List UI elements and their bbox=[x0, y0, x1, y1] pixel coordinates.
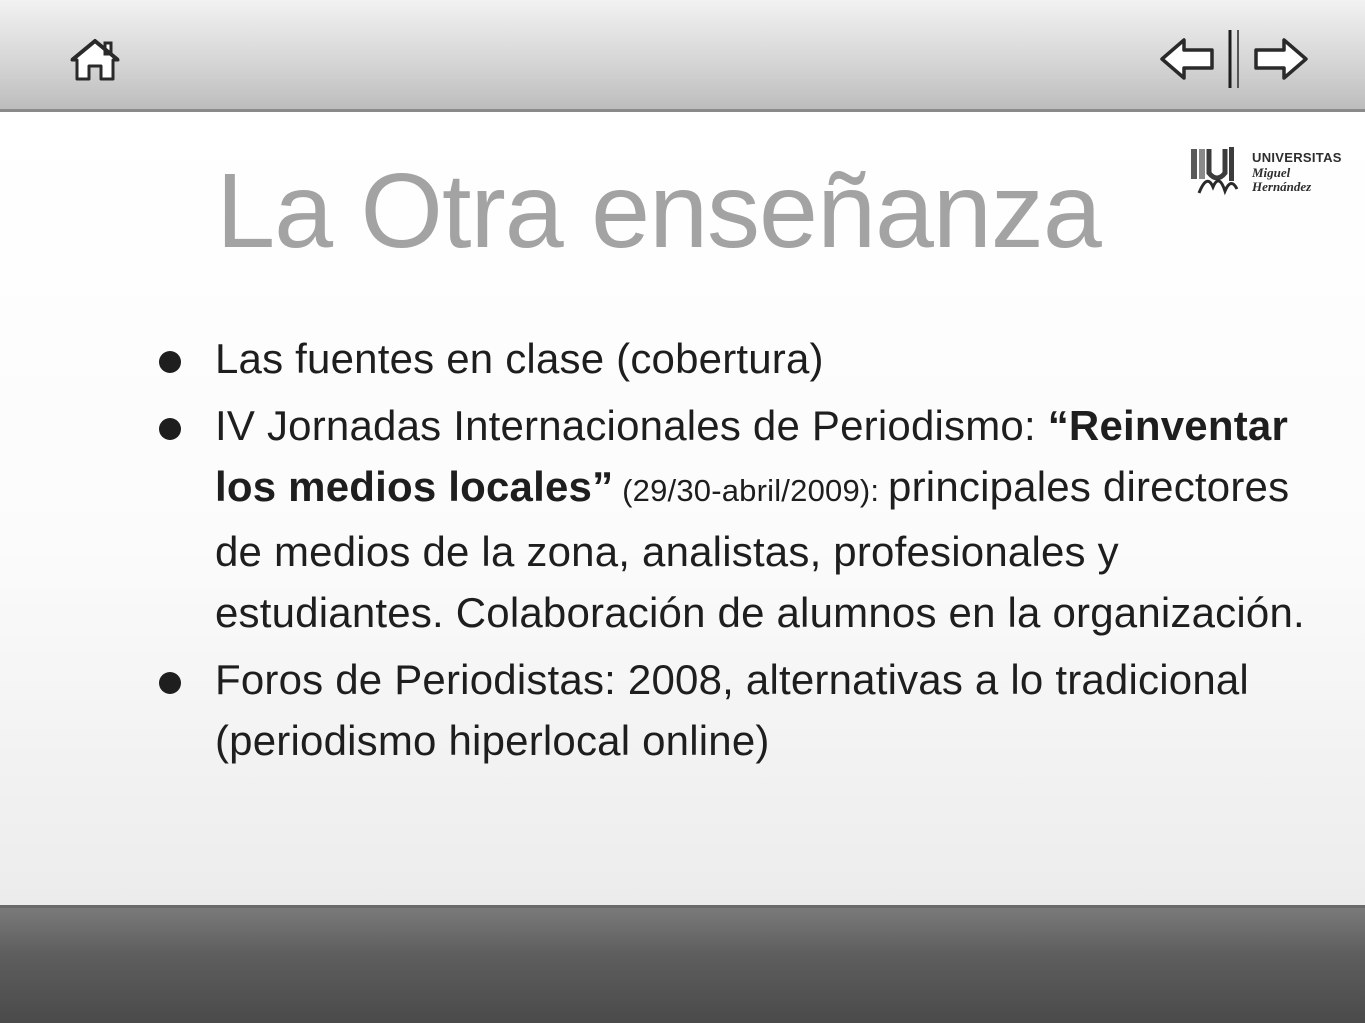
bullet-dot bbox=[159, 672, 181, 694]
bullet-dates: (29/30-abril/2009): bbox=[613, 473, 889, 508]
university-logo-mark bbox=[1187, 143, 1251, 199]
logo-line-2: Miguel bbox=[1252, 165, 1291, 180]
bullet-quote: “Reinventar los medios locales” bbox=[215, 402, 1289, 510]
home-icon bbox=[68, 38, 122, 82]
bullet-dot bbox=[159, 351, 181, 373]
slide-title: La Otra enseñanza bbox=[216, 152, 1101, 270]
top-toolbar bbox=[0, 0, 1365, 112]
next-slide-button[interactable] bbox=[1252, 36, 1310, 82]
bullet-item bbox=[150, 395, 1310, 643]
bullet-item bbox=[150, 649, 1310, 771]
bullet-text-rest: principales directores de medios de la zona, analistas, profesionales y estudiantes. Colaboración de alumnos en la organización. bbox=[215, 463, 1305, 636]
bullet-text: Las fuentes en clase (cobertura) bbox=[215, 335, 824, 382]
bullet-item bbox=[150, 328, 1310, 389]
bullet-list bbox=[150, 328, 1310, 771]
slide-navigation bbox=[1158, 28, 1310, 90]
home-button[interactable] bbox=[68, 38, 122, 82]
logo-line-1: UNIVERSITAS bbox=[1252, 150, 1342, 165]
arrow-left-icon bbox=[1158, 36, 1216, 82]
bullet-text-intro: IV Jornadas Internacionales de Periodismo: bbox=[215, 402, 1048, 449]
logo-line-3: Hernández bbox=[1252, 179, 1312, 194]
logo-text bbox=[1252, 150, 1352, 194]
nav-divider bbox=[1224, 28, 1244, 90]
bullet-text: Foros de Periodistas: 2008, alternativas a lo tradicional (periodismo hiperlocal online) bbox=[215, 656, 1249, 764]
bullet-dot bbox=[159, 418, 181, 440]
arrow-right-icon bbox=[1252, 36, 1310, 82]
previous-slide-button[interactable] bbox=[1158, 36, 1216, 82]
bottom-bar bbox=[0, 905, 1365, 1023]
